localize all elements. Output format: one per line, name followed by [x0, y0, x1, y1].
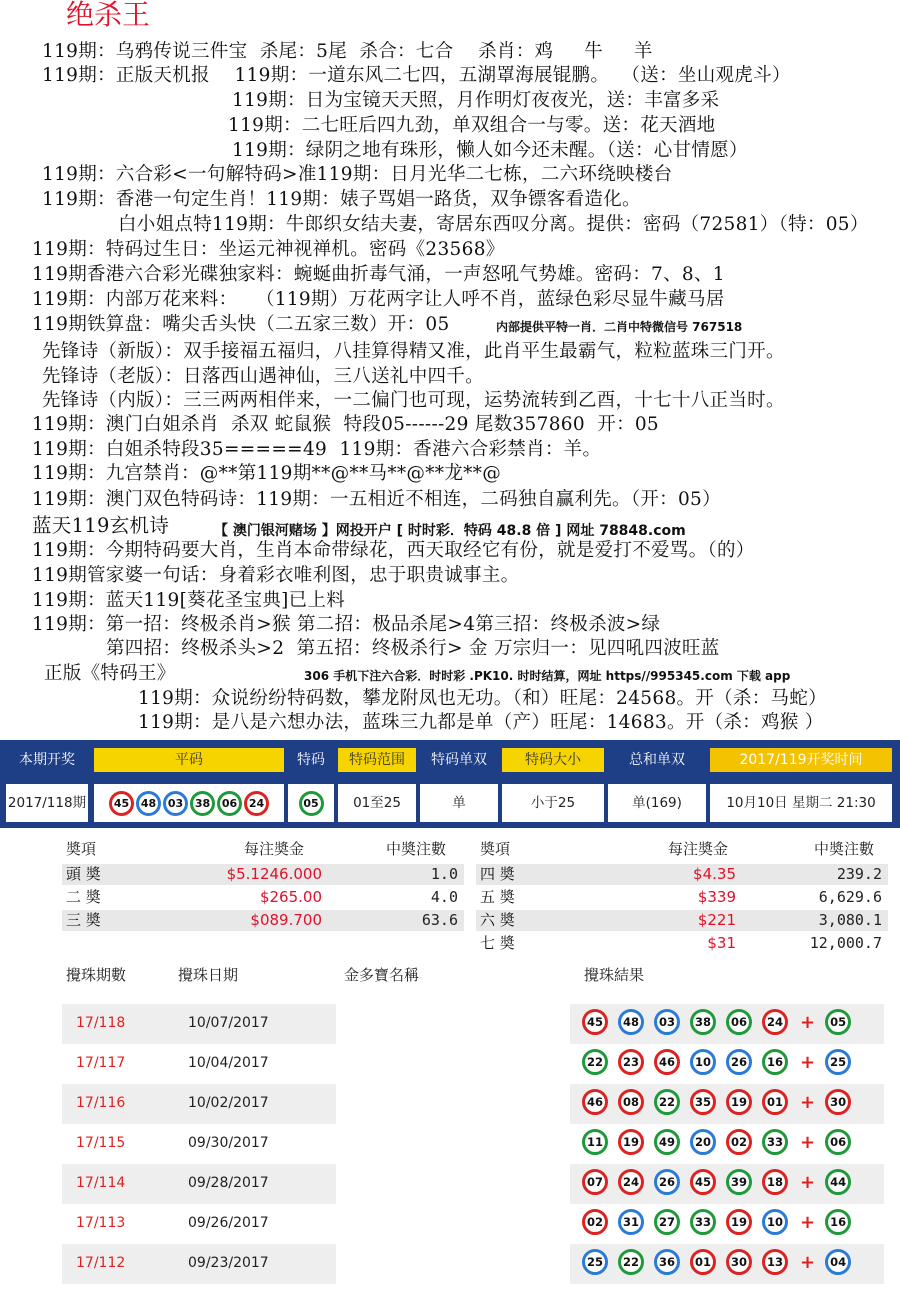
number-ball: 19: [618, 1129, 644, 1155]
draw-period: 17/112: [76, 1255, 126, 1271]
text-line: 119期：日为宝镜天天照，月作明灯夜夜光，送：丰富多采: [232, 90, 720, 111]
special-number-ball: 04: [825, 1249, 851, 1275]
prize-amount: $4.35: [693, 865, 736, 883]
number-ball: 11: [582, 1129, 608, 1155]
number-ball: 31: [618, 1209, 644, 1235]
number-ball: 46: [582, 1089, 608, 1115]
number-ball: 22: [582, 1049, 608, 1075]
result-balls: [582, 1129, 861, 1159]
number-ball: 24: [762, 1009, 788, 1035]
text-line: 119期：正版天机报 119期：一道东风二七四，五湖罩海展锟鹏。 （送：坐山观虎斗）: [42, 65, 791, 86]
text-line: 119期：今期特码要大肖，生肖本命带绿花，西天取经它有份，就是爱打不爱骂。（的）: [32, 540, 755, 561]
history-row: [62, 1204, 884, 1244]
ad-banner-wechat: 内部提供平特一肖．二肖中特微信号 767518: [496, 320, 743, 334]
plus-sign: +: [800, 1211, 816, 1233]
prize-name: 七 奬: [480, 934, 515, 952]
prize-amount: $5.1246.000: [226, 865, 322, 883]
prize-count: 239.2: [836, 865, 882, 883]
prize-row: [476, 933, 888, 954]
special-number-ball: 05: [299, 791, 324, 816]
number-ball: 18: [762, 1169, 788, 1195]
header-regular-numbers: 平码: [94, 748, 284, 772]
section-heading: 蓝天119玄机诗: [32, 514, 170, 537]
prize-name: 五 奬: [480, 888, 515, 906]
special-ball: [288, 784, 334, 822]
prize-row: [476, 887, 888, 908]
pool-name-cell: [336, 1084, 570, 1124]
number-ball: 38: [690, 1009, 716, 1035]
number-ball: 45: [582, 1009, 608, 1035]
pool-name-cell: [336, 1164, 570, 1204]
number-ball: 24: [618, 1169, 644, 1195]
text-line: 先锋诗（内版）：三三两两相伴来，一二偏门也可现，运势流转到乙酉，十七十八正当时。: [42, 390, 785, 411]
number-ball: 01: [690, 1249, 716, 1275]
text-line: 119期铁算盘：嘴尖舌头快（二五家三数）开：05: [32, 314, 450, 335]
pool-name-cell: [336, 1004, 570, 1044]
number-ball: 06: [217, 791, 242, 816]
number-ball: 13: [762, 1249, 788, 1275]
ad-banner-casino: 【 澳门银河赌场 】网投开户 [ 时时彩．特码 48.8 倍 ] 网址 78848.com: [214, 523, 686, 539]
regular-balls: [94, 784, 284, 822]
header-current-draw: 本期开奖: [6, 748, 88, 772]
header-special-size: 特码大小: [502, 748, 604, 772]
text-line: 119期：香港一句定生肖！119期：婊子骂娼一路货，双争镖客看造化。: [42, 189, 641, 210]
number-ball: 22: [618, 1249, 644, 1275]
prize-count: 6,629.6: [818, 888, 882, 906]
prize-name: 頭 奬: [66, 865, 101, 883]
page-title: 绝杀王: [66, 0, 151, 31]
prize-row: [62, 887, 464, 908]
number-ball: 06: [726, 1009, 752, 1035]
prize-amount: $265.00: [259, 888, 322, 906]
number-ball: 49: [654, 1129, 680, 1155]
result-balls: [582, 1009, 861, 1039]
prize-name: 二 奬: [66, 888, 101, 906]
prize-row: [476, 910, 888, 931]
number-ball: 48: [136, 791, 161, 816]
prize-count: 4.0: [430, 888, 458, 906]
prize-name: 六 奬: [480, 911, 515, 929]
plus-sign: +: [800, 1251, 816, 1273]
prize-amount: $221: [697, 911, 736, 929]
result-balls: [582, 1049, 861, 1079]
number-ball: 46: [654, 1049, 680, 1075]
prize-header-amount: 每注奬金: [244, 840, 305, 858]
number-ball: 26: [726, 1049, 752, 1075]
prize-amount: $339: [697, 888, 736, 906]
text-line: 119期：澳门双色特码诗：119期：一五相近不相连，二码独自赢利先。（开：05）: [32, 489, 721, 510]
prize-amount: $089.700: [250, 911, 322, 929]
prize-row: [62, 910, 464, 931]
number-ball: 01: [762, 1089, 788, 1115]
text-line: 119期香港六合彩光碟独家料：蜿蜒曲折毒气涌，一声怒吼气势雄。密码：7、8、1: [32, 264, 725, 285]
prize-count: 1.0: [430, 865, 458, 883]
text-line: 119期：第一招：终极杀肖>猴 第二招：极品杀尾>4第三招：终极杀波>绿: [32, 614, 661, 635]
text-line: 先锋诗（新版）：双手接福五福归，八挂算得精又准，此肖平生最霸气，粒粒蓝珠三门开。: [42, 341, 785, 362]
plus-sign: +: [800, 1091, 816, 1113]
number-ball: 02: [582, 1209, 608, 1235]
prize-name: 四 奬: [480, 865, 515, 883]
draw-date: 09/23/2017: [188, 1255, 269, 1271]
number-ball: 33: [690, 1209, 716, 1235]
prize-amount: $31: [707, 934, 736, 952]
number-ball: 07: [582, 1169, 608, 1195]
history-row: [62, 1124, 884, 1164]
draw-date: 09/26/2017: [188, 1215, 269, 1231]
sum-odd-even-value: 单(169): [608, 784, 706, 822]
number-ball: 08: [618, 1089, 644, 1115]
text-line: 119期：特码过生日：坐运元神视禅机。密码《23568》: [32, 239, 505, 260]
history-row: [62, 1084, 884, 1124]
number-ball: 23: [618, 1049, 644, 1075]
plus-sign: +: [800, 1131, 816, 1153]
text-line: 119期：二七旺后四九劲，单双组合一与零。送：花天酒地: [228, 115, 716, 136]
number-ball: 10: [690, 1049, 716, 1075]
pool-name-cell: [336, 1124, 570, 1164]
prize-row: [476, 864, 888, 885]
history-row: [62, 1044, 884, 1084]
prize-row: [62, 864, 464, 885]
header-sum-odd-even: 总和单双: [608, 748, 706, 772]
number-ball: 39: [726, 1169, 752, 1195]
result-balls: [582, 1089, 861, 1119]
pool-name-cell: [336, 1244, 570, 1284]
special-number-ball: 44: [825, 1169, 851, 1195]
draw-date: 10/04/2017: [188, 1055, 269, 1071]
draw-result-panel: [0, 740, 900, 828]
special-range-value: 01至25: [338, 784, 416, 822]
number-ball: 36: [654, 1249, 680, 1275]
plus-sign: +: [800, 1011, 816, 1033]
header-special-odd-even: 特码单双: [420, 748, 498, 772]
history-header-period: 攪珠期數: [66, 966, 127, 984]
number-ball: 19: [726, 1209, 752, 1235]
number-ball: 25: [582, 1249, 608, 1275]
draw-period: 2017/118期: [6, 784, 88, 822]
special-size-value: 小于25: [502, 784, 604, 822]
text-line: 119期：白姐杀特段35=====49 119期：香港六合彩禁肖：羊。: [32, 439, 602, 460]
draw-period: 17/114: [76, 1175, 126, 1191]
number-ball: 03: [163, 791, 188, 816]
number-ball: 27: [654, 1209, 680, 1235]
number-ball: 16: [762, 1049, 788, 1075]
number-ball: 48: [618, 1009, 644, 1035]
number-ball: 02: [726, 1129, 752, 1155]
number-ball: 26: [654, 1169, 680, 1195]
history-header-result: 攪珠結果: [584, 966, 645, 984]
prize-header-item-right: 奬項: [480, 840, 511, 858]
result-balls: [582, 1249, 861, 1279]
text-line: 119期：蓝天119[葵花圣宝典]已上料: [32, 590, 346, 611]
text-line: 先锋诗（老版）：日落西山遇神仙，三八送礼中四千。: [42, 366, 484, 387]
text-line: 119期：绿阴之地有珠形，懒人如今还未醒。（送：心甘情愿）: [232, 140, 748, 161]
prize-header-amount-right: 每注奬金: [668, 840, 729, 858]
number-ball: 38: [190, 791, 215, 816]
header-next-draw-time: 2017/119开奖时间: [710, 748, 892, 772]
draw-period: 17/113: [76, 1215, 126, 1231]
history-row: [62, 1004, 884, 1044]
history-header-name: 金多寶名稱: [344, 966, 420, 984]
text-line: 119期：九宫禁肖：@**第119期**@**马**@**龙**@: [32, 463, 502, 484]
number-ball: 35: [690, 1089, 716, 1115]
prize-header-item: 奬項: [66, 840, 97, 858]
history-row: [62, 1244, 884, 1284]
text-line: 第四招：终极杀头>2 第五招：终极杀行> 金 万宗归一：见四吼四波旺蓝: [106, 638, 720, 659]
number-ball: 10: [762, 1209, 788, 1235]
pool-name-cell: [336, 1044, 570, 1084]
prize-count: 12,000.7: [809, 934, 882, 952]
draw-date: 09/30/2017: [188, 1135, 269, 1151]
prize-name: 三 奬: [66, 911, 101, 929]
text-line: 白小姐点特119期：牛郎织女结夫妻，寄居东西叹分离。提供：密码（72581）（特：05）: [118, 214, 869, 235]
special-number-ball: 25: [825, 1049, 851, 1075]
prize-count: 3,080.1: [818, 911, 882, 929]
result-balls: [582, 1209, 861, 1239]
text-line: 119期：众说纷纷特码数，攀龙附凤也无功。（和）旺尾：24568。开（杀：马蛇）: [138, 688, 827, 709]
ad-banner-app: 306 手机下注六合彩．时时彩 .PK10. 时时结算，网址 https//995345.com 下载 app: [304, 669, 791, 683]
text-line: 119期：内部万花来料： （119期）万花两字让人呼不肖，蓝绿色彩尽显牛藏马居: [32, 289, 725, 310]
text-line: 119期：澳门白姐杀肖 杀双 蛇鼠猴 特段05------29 尾数357860 开：05: [32, 414, 660, 435]
plus-sign: +: [800, 1051, 816, 1073]
next-draw-time-value: 10月10日 星期二 21:30: [710, 784, 892, 822]
text-line: 119期：是八是六想办法，蓝珠三九都是单（产）旺尾：14683。开（杀：鸡猴 ）: [138, 712, 824, 733]
text-line: 正版《特码王》: [44, 663, 176, 684]
history-header-date: 攪珠日期: [178, 966, 239, 984]
special-number-ball: 06: [825, 1129, 851, 1155]
number-ball: 30: [726, 1249, 752, 1275]
prize-header-count-right: 中奬注數: [814, 840, 875, 858]
plus-sign: +: [800, 1171, 816, 1193]
prize-count: 63.6: [421, 911, 458, 929]
special-odd-even-value: 单: [420, 784, 498, 822]
number-ball: 45: [690, 1169, 716, 1195]
number-ball: 24: [244, 791, 269, 816]
number-ball: 33: [762, 1129, 788, 1155]
header-special-number: 特码: [288, 748, 334, 772]
text-line: 119期：乌鸦传说三件宝 杀尾：5尾 杀合：七合 杀肖：鸡 牛 羊: [42, 41, 653, 62]
draw-period: 17/117: [76, 1055, 126, 1071]
prize-header-count: 中奬注數: [386, 840, 447, 858]
number-ball: 22: [654, 1089, 680, 1115]
text-line: 119期：六合彩<一句解特码>准119期：日月光华二七栋，二六环绕映楼台: [42, 164, 673, 185]
number-ball: 03: [654, 1009, 680, 1035]
header-special-range: 特码范围: [338, 748, 416, 772]
result-balls: [582, 1169, 861, 1199]
special-number-ball: 16: [825, 1209, 851, 1235]
special-number-ball: 30: [825, 1089, 851, 1115]
number-ball: 45: [109, 791, 134, 816]
number-ball: 20: [690, 1129, 716, 1155]
draw-period: 17/118: [76, 1015, 126, 1031]
number-ball: 19: [726, 1089, 752, 1115]
draw-date: 10/07/2017: [188, 1015, 269, 1031]
special-number-ball: 05: [825, 1009, 851, 1035]
draw-period: 17/116: [76, 1095, 126, 1111]
text-line: 119期管家婆一句话：身着彩衣唯利图，忠于职贵诚事主。: [32, 565, 520, 586]
draw-date: 09/28/2017: [188, 1175, 269, 1191]
pool-name-cell: [336, 1204, 570, 1244]
history-row: [62, 1164, 884, 1204]
draw-period: 17/115: [76, 1135, 126, 1151]
draw-date: 10/02/2017: [188, 1095, 269, 1111]
